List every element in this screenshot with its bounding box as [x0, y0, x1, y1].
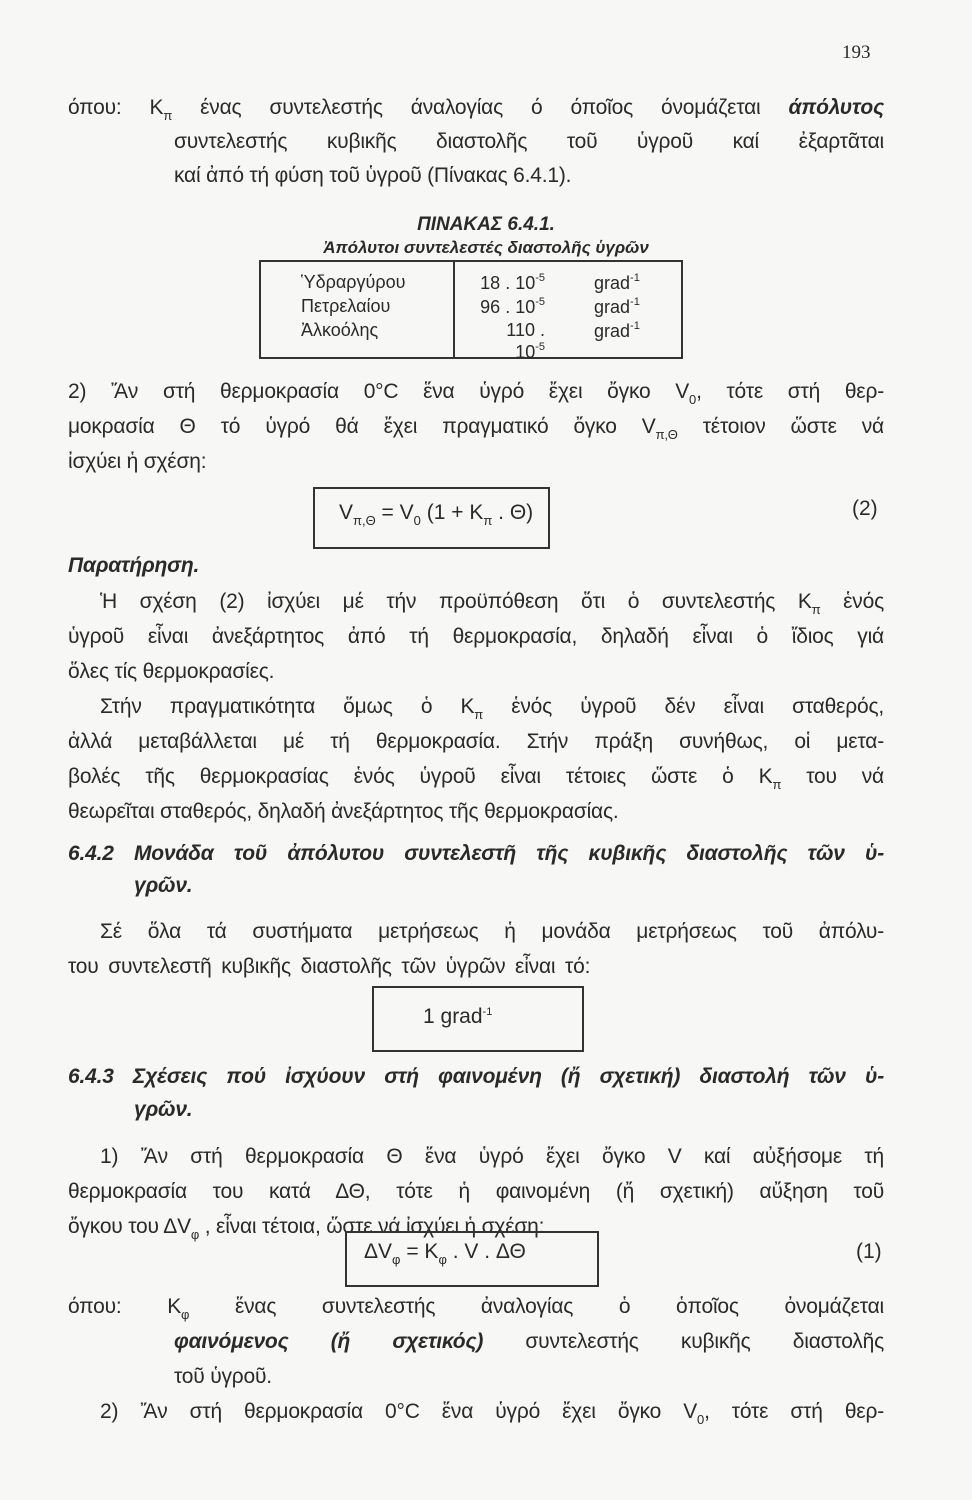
equation-2 [339, 501, 533, 528]
paragraph-line [68, 94, 884, 130]
text-run: ἕνας συντελεστής ἀναλογίας ὁ ὁποῖος ὀνομάζεται [189, 1295, 884, 1318]
equation-number: (1) [856, 1240, 882, 1263]
section-heading-6-4-2-cont: γρῶν. [134, 874, 193, 897]
paragraph-line [174, 128, 884, 156]
subscript: π [772, 777, 782, 792]
page-number: 193 [842, 42, 871, 63]
text-run: ἰσχύει ἡ σχέση: [68, 450, 207, 473]
text-run: συντελεστής κυβικῆς διαστολῆς [483, 1330, 884, 1353]
subscript: 0 [413, 513, 421, 528]
unit-exponent: -1 [630, 320, 640, 332]
paragraph-line [68, 728, 884, 756]
text-run: . V . ΔΘ [446, 1240, 526, 1263]
mantissa: 18 . 10 [480, 273, 536, 293]
text-run: συντελεστής κυβικῆς διαστολῆς τοῦ ὑγροῦ καί ἐξαρτᾶται [174, 130, 884, 153]
text-run: θεωρεῖται σταθερός, δηλαδή ἀνεξάρτητος τῆς θερμοκρασίας. [68, 800, 619, 823]
coefficients-table [259, 260, 683, 362]
liquid-name: Πετρελαίου [301, 296, 391, 316]
text-run: βολές τῆς θερμοκρασίας ἑνός ὑγροῦ εἶναι τέτοιες ὥστε ὁ K [68, 765, 773, 788]
subscript: π,Θ [353, 513, 376, 528]
table-divider [453, 262, 455, 357]
text-run: (1 + K [420, 501, 484, 524]
paragraph-line [100, 693, 884, 729]
unit-exponent: -1 [630, 296, 640, 308]
unit-value [423, 1005, 492, 1029]
text-run: καί ἀπό τή φύση τοῦ ὑγροῦ (Πίνακας 6.4.1). [174, 164, 572, 187]
paragraph-line [68, 1293, 884, 1329]
text-run: = K [400, 1240, 439, 1263]
text-run: Σέ ὅλα τά συστήματα μετρήσεως ἡ μονάδα μετρήσεως τοῦ ἀπόλυ- [100, 920, 884, 943]
paragraph-line [68, 763, 884, 799]
subscript: 0 [697, 1412, 705, 1427]
text-run: 2) Ἄν στή θερμοκρασία 0°C ἕνα ὑγρό ἔχει ὄγκο V [68, 380, 690, 403]
text-run: όπου: K [68, 96, 164, 119]
unit [594, 296, 640, 318]
coefficient-value [479, 320, 545, 363]
text-run: ἀλλά μεταβάλλεται μέ τή θερμοκρασία. Στήν πράξη συνήθως, οἱ μετα- [68, 730, 884, 753]
unit-name: grad [594, 321, 631, 341]
text-run: ἑνός [820, 590, 885, 613]
paragraph-line [174, 1363, 884, 1391]
unit [594, 320, 640, 342]
text-run: ὑγροῦ εἶναι ἀνεξάρτητος ἀπό τή θερμοκρασία, δηλαδή εἶναι ὁ ἴδιος γιά [68, 625, 884, 648]
subscript: φ [181, 1307, 190, 1322]
emphasized-term: άπόλυτος [788, 96, 884, 119]
paragraph-line [68, 413, 884, 449]
text-run: ἑνός ὑγροῦ δέν εἶναι σταθερός, [483, 695, 884, 718]
text-run: . Θ) [492, 501, 534, 524]
mantissa: 96 . 10 [480, 297, 536, 317]
text-run: ΔV [364, 1240, 393, 1263]
exponent: -5 [535, 341, 545, 353]
text-run: Στήν πραγματικότητα ὅμως ὁ K [100, 695, 475, 718]
unit-name: grad [594, 297, 631, 317]
text-run: θερμοκρασία του κατά ΔΘ, τότε ἡ φαινομένη (ἤ σχετική) αὔξηση τοῦ [68, 1180, 884, 1203]
paragraph-line [68, 798, 884, 826]
subscript: π [163, 108, 173, 123]
exponent: -5 [535, 296, 545, 308]
paragraph-line [68, 448, 884, 476]
text-run: , τότε στή θερ- [704, 1400, 884, 1423]
text-run: 1 grad [423, 1005, 483, 1028]
paragraph-line [68, 1178, 884, 1206]
table-title: ΠΙΝΑΚΑΣ 6.4.1. [417, 214, 555, 235]
paragraph-line [100, 1398, 884, 1434]
text-run: του νά [781, 765, 884, 788]
text-run: ὅλες τίς θερμοκρασίες. [68, 660, 275, 683]
text-run: ὄγκου του ΔV [68, 1215, 191, 1238]
paragraph-line [100, 918, 884, 946]
section-heading-6-4-2: 6.4.2 Μονάδα τοῦ ἀπόλυτου συντελεστῆ τῆς κυβικῆς διαστολῆς τῶν ὑ- [68, 842, 884, 865]
text-run: 1) Ἄν στή θερμοκρασία Θ ἕνα ὑγρό ἔχει ὄγκο V καί αὐξήσομε τή [100, 1145, 884, 1168]
unit-name: grad [594, 273, 631, 293]
text-run: , εἶναι τέτοια, ὥστε νά ἰσχύει ἡ σχέση: [199, 1215, 545, 1238]
subscript: φ [392, 1252, 401, 1267]
remark-heading: Παρατήρηση. [68, 554, 200, 577]
paragraph-line [174, 162, 884, 190]
text-run: του συντελεστῆ κυβικῆς διαστολῆς τῶν ὑγρῶν εἶναι τό: [68, 955, 591, 978]
liquid-name: Ἀλκοόλης [301, 320, 379, 340]
unit-exponent: -1 [630, 272, 640, 284]
paragraph-line [68, 378, 884, 414]
subscript: π [474, 707, 484, 722]
paragraph-line [68, 623, 884, 651]
equation-1 [364, 1240, 526, 1267]
text-run: 2) Ἄν στή θερμοκρασία 0°C ἕνα ὑγρό ἔχει ὄγκο V [100, 1400, 698, 1423]
text-run: , τότε στή θερ- [696, 380, 884, 403]
paragraph-line [100, 588, 884, 624]
text-run: ένας συντελεστής άναλογίας ό όποῖος όνομάζεται [172, 96, 789, 119]
equation-number: (2) [852, 497, 878, 520]
coefficient-value [479, 296, 545, 318]
coefficient-value [479, 272, 545, 294]
text-run: μοκρασία Θ τό ὑγρό θά ἔχει πραγματικό ὄγκο V [68, 415, 656, 438]
section-heading-6-4-3: 6.4.3 Σχέσεις πού ἰσχύουν στή φαινομένη (ἤ σχετική) διαστολή τῶν ὑ- [68, 1065, 884, 1088]
text-run: τέτοιον ὥστε νά [677, 415, 884, 438]
table-subtitle: Ἀπόλυτοι συντελεστές διαστολῆς ὑγρῶν [323, 238, 649, 257]
text-run: = V [375, 501, 414, 524]
text-run: τοῦ ὑγροῦ. [174, 1365, 272, 1388]
subscript: φ [438, 1252, 447, 1267]
section-heading-6-4-3-cont: γρῶν. [134, 1098, 193, 1121]
unit [594, 272, 640, 294]
paragraph-line [174, 1328, 884, 1356]
emphasized-term: φαινόμενος (ἤ σχετικός) [174, 1330, 484, 1353]
liquid-name: Ὑδραργύρου [301, 272, 406, 292]
subscript: 0 [689, 392, 697, 407]
subscript: π,Θ [655, 427, 678, 442]
superscript: -1 [482, 1006, 493, 1018]
subscript: π [811, 602, 821, 617]
mantissa: 110 . 10 [506, 320, 545, 362]
text-run: Ἡ σχέση (2) ἰσχύει μέ τήν προϋπόθεση ὅτι ὁ συντελεστής K [100, 590, 812, 613]
paragraph-line [100, 1143, 884, 1171]
paragraph-line [68, 953, 884, 981]
paragraph-line [68, 658, 884, 686]
subscript: φ [190, 1227, 200, 1242]
subscript: π [483, 513, 493, 528]
text-run: V [339, 501, 354, 524]
text-run: όπου: K [68, 1295, 182, 1318]
exponent: -5 [535, 272, 545, 284]
